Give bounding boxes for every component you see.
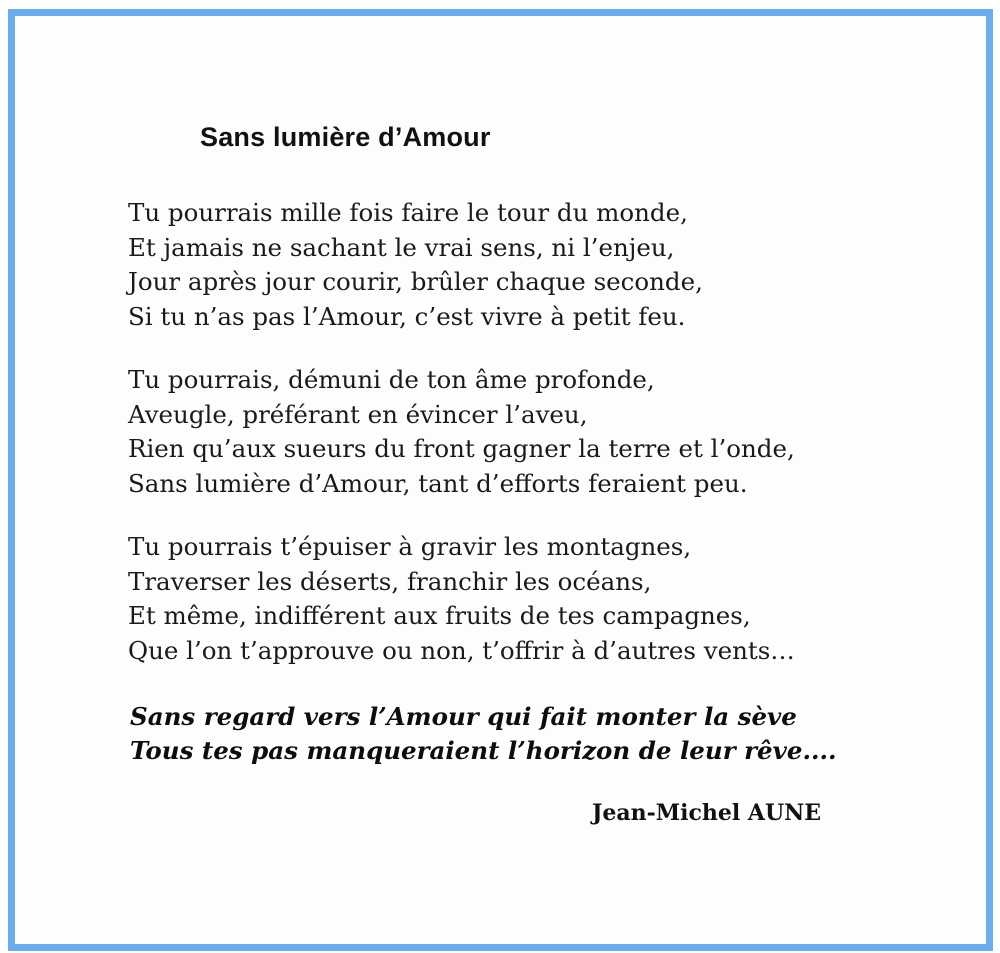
poem-body bbox=[128, 196, 795, 697]
verse-line: Jour après jour courir, brûler chaque seconde, bbox=[128, 267, 703, 296]
stanza-1 bbox=[128, 196, 795, 334]
couplet-line: Tous tes pas manqueraient l’horizon de leur rêve.... bbox=[130, 736, 837, 765]
verse-line: Aveugle, préférant en évincer l’aveu, bbox=[128, 399, 588, 429]
verse-line: Tu pourrais, démuni de ton âme profonde, bbox=[128, 365, 655, 394]
couplet-line: Sans regard vers l’Amour qui fait monter la sève bbox=[130, 702, 797, 731]
verse-line: Que l’on t’approuve ou non, t’offrir à d’autres vents… bbox=[128, 635, 795, 665]
verse-line: Traverser les déserts, franchir les océans, bbox=[128, 566, 652, 596]
verse-line: Et jamais ne sachant le vrai sens, ni l’enjeu, bbox=[128, 232, 675, 262]
verse-line: Et même, indifférent aux fruits de tes campagnes, bbox=[128, 601, 751, 630]
poem-title: Sans lumière d’Amour bbox=[200, 122, 491, 152]
stanza-2 bbox=[128, 363, 795, 501]
author-signature: Jean-Michel AUNE bbox=[592, 800, 822, 826]
verse-line: Si tu n’as pas l’Amour, c’est vivre à petit feu. bbox=[128, 301, 686, 331]
stanza-3 bbox=[128, 530, 795, 668]
verse-line: Tu pourrais t’épuiser à gravir les montagnes, bbox=[128, 532, 692, 561]
verse-line: Rien qu’aux sueurs du front gagner la terre et l’onde, bbox=[128, 434, 795, 463]
verse-line: Tu pourrais mille fois faire le tour du monde, bbox=[128, 198, 688, 227]
verse-line: Sans lumière d’Amour, tant d’efforts feraient peu. bbox=[128, 468, 748, 498]
closing-couplet bbox=[130, 700, 837, 768]
